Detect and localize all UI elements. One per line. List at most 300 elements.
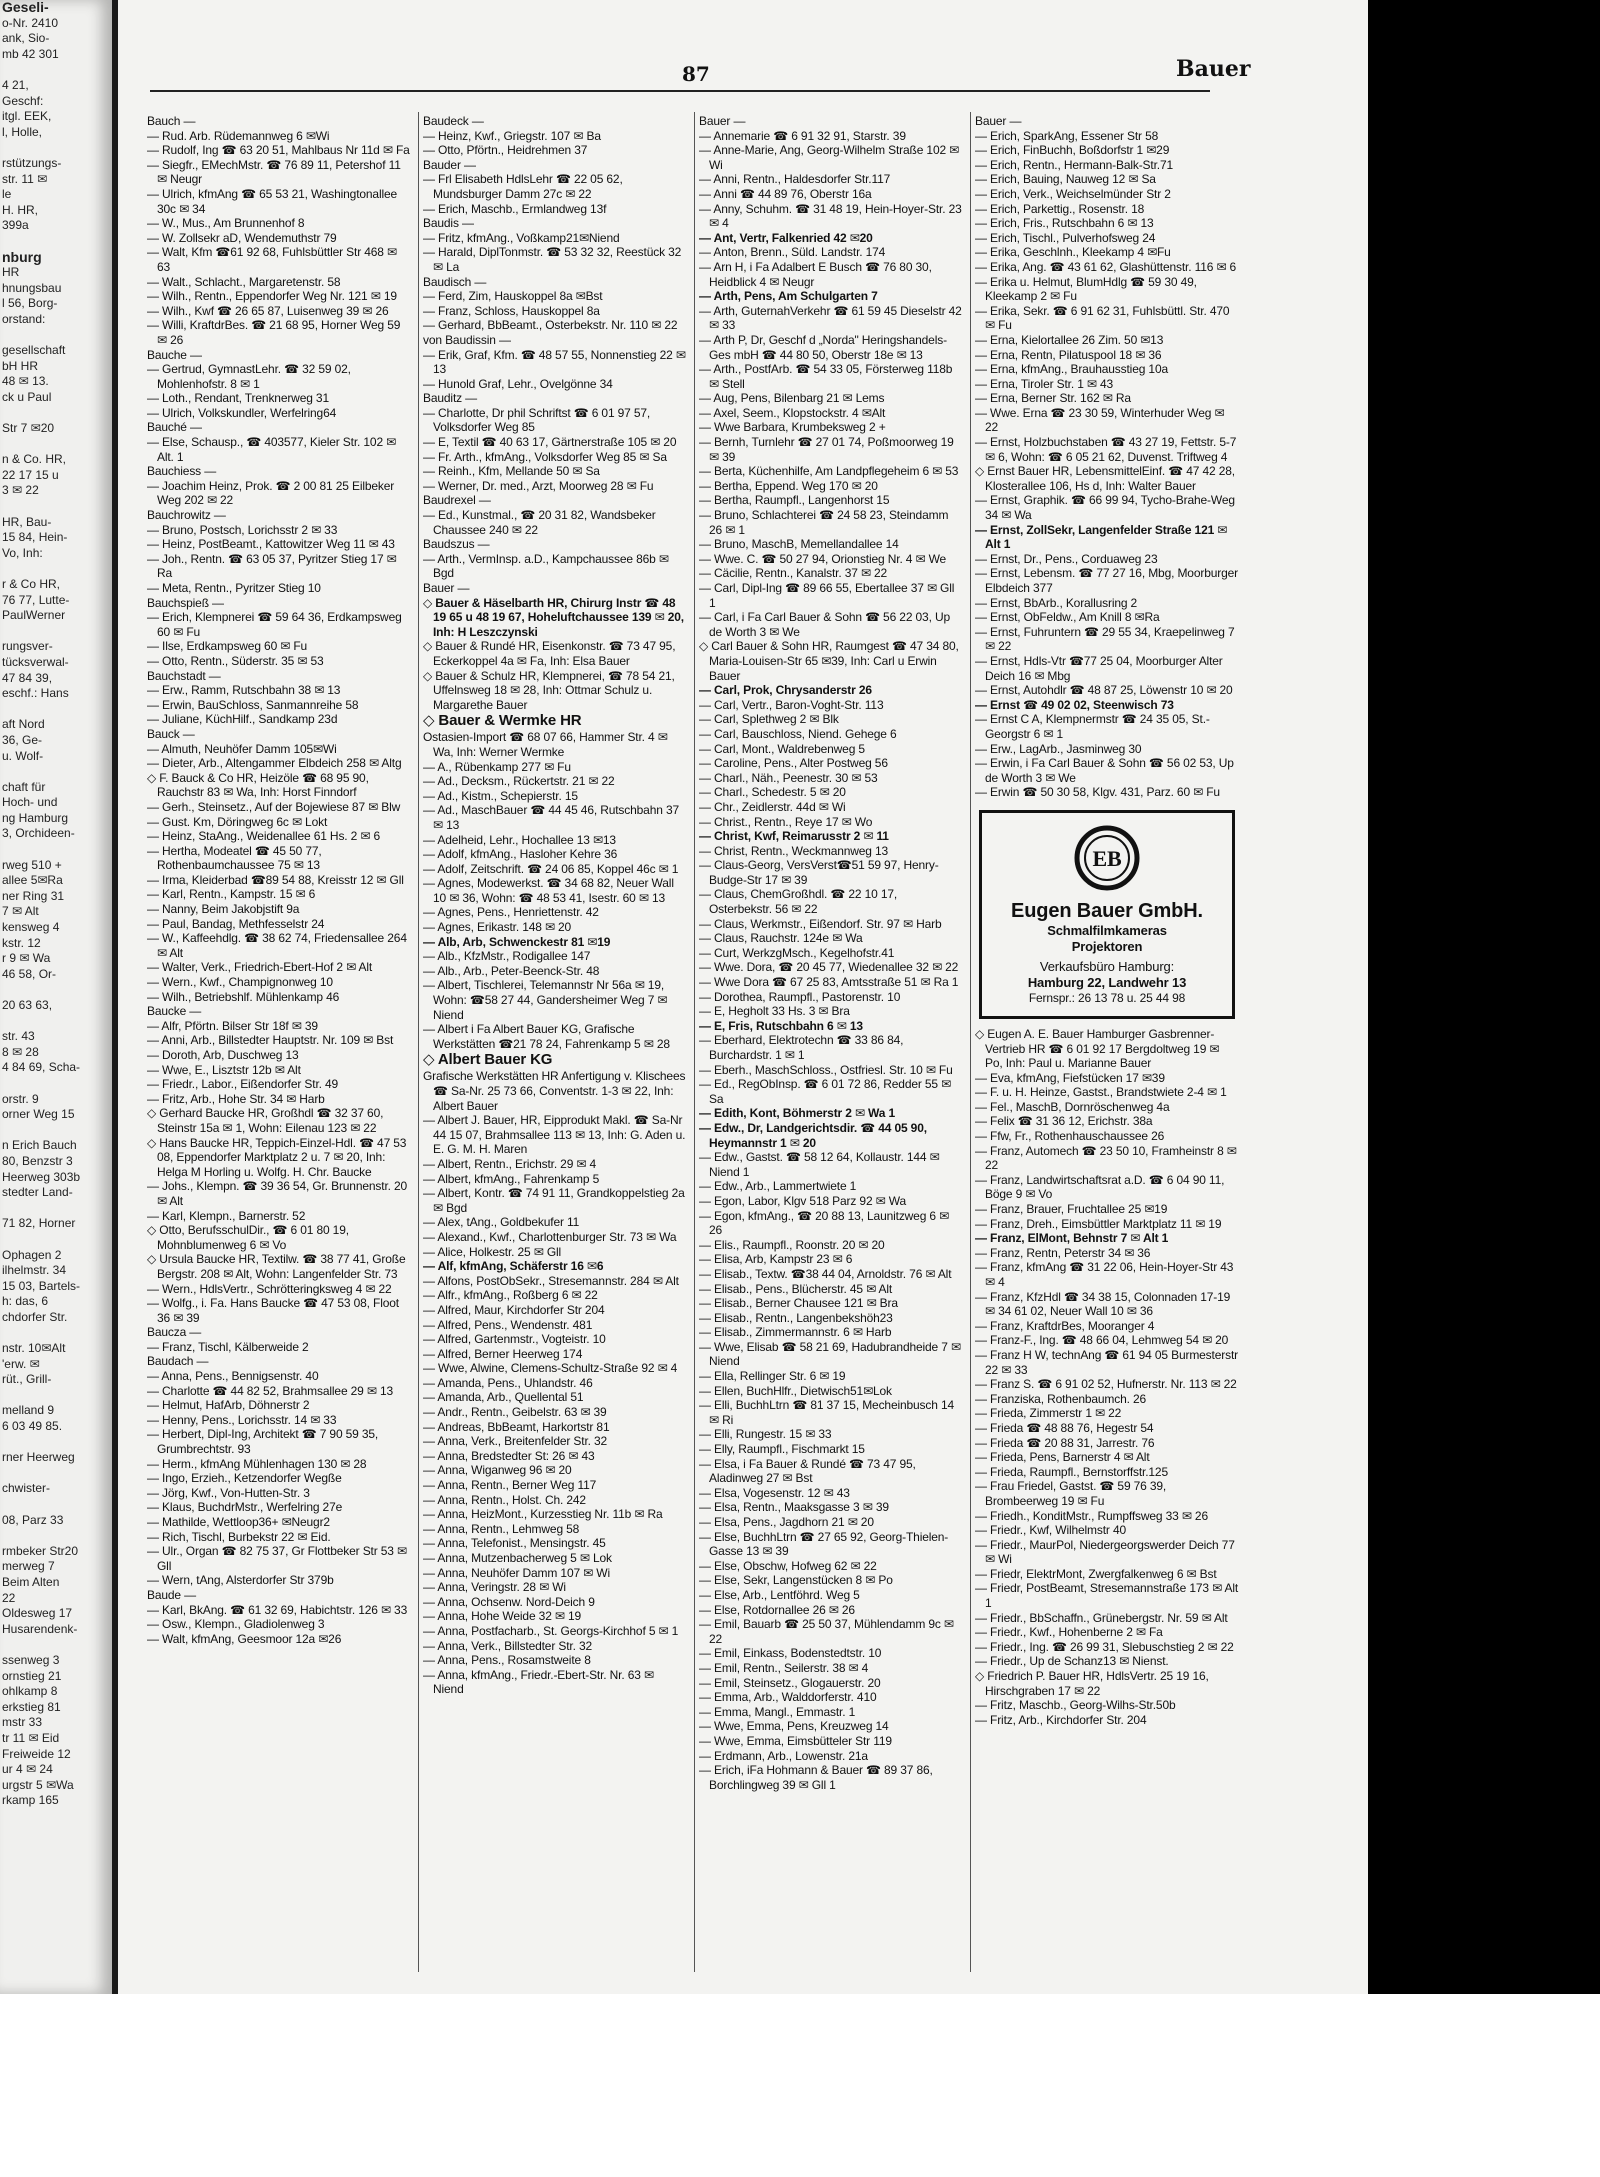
directory-entry: — Frieda, Pens, Barnerstr 4 ✉ Alt: [975, 1450, 1150, 1465]
scan-border: [1368, 0, 1600, 1994]
fragment-line: kensweg 4: [2, 920, 60, 935]
directory-entry: — Carl, Mont., Waldrebenweg 5: [699, 741, 865, 756]
directory-entry: — Dorothea, Raumpfl., Pastorenstr. 10: [699, 989, 901, 1004]
directory-entry: — Franz, Rentn, Peterstr 34 ✉ 36: [975, 1245, 1151, 1260]
fragment-line: ornstieg 21: [2, 1668, 62, 1683]
fragment-line: [0, 1435, 112, 1451]
directory-column-3: [699, 114, 963, 1792]
directory-entry: — Anna, kfmAng., Friedr.-Ebert-Str. Nr. 63 ✉ Niend: [423, 1667, 654, 1697]
directory-entry: — Adolf, Zeitschrift. ☎ 24 06 85, Koppel 46c ✉ 1: [423, 861, 679, 876]
fragment-line: tr 11 ✉ Eid: [2, 1730, 60, 1745]
surname-heading: Baucke —: [147, 1004, 202, 1019]
directory-entry: — Franz, KraftdrBes, Mooranger 4: [975, 1318, 1155, 1333]
directory-entry: — Ad., Decksm., Rückertstr. 21 ✉ 22: [423, 774, 615, 789]
directory-entry: — Elisab., Rentn., Langenbekshöh23: [699, 1310, 893, 1325]
directory-entry: — Amanda, Arb., Quellental 51: [423, 1390, 584, 1405]
directory-entry: — Rud. Arb. Rüdemannweg 6 ✉Wi: [147, 128, 330, 143]
directory-entry: — Wilh., Betriebshlf. Mühlenkamp 46: [147, 989, 340, 1004]
directory-entry: — Friedr, ElektrMont, Zwergfalkenweg 6 ✉ Bst: [975, 1566, 1217, 1581]
directory-entry: — Friedh., KonditMstr., Rumpffsweg 33 ✉ 26: [975, 1508, 1208, 1523]
advertisement-box: [979, 810, 1235, 1019]
directory-entry: — Else, Sekr, Langenstücken 8 ✉ Po: [699, 1573, 893, 1588]
directory-entry: — Cäcilie, Rentn., Kanalstr. 37 ✉ 22: [699, 566, 888, 581]
directory-entry: — Gerhard, BbBeamt., Osterbekstr. Nr. 110 ✉ 22: [423, 318, 678, 333]
directory-entry: — Wwe, Elisab ☎ 58 21 69, Hadubrandheide 7 ✉ Niend: [699, 1339, 961, 1369]
directory-entry: — Bertha, Raumpfl., Langenhorst 15: [699, 493, 890, 508]
directory-entry: — Anna, Verk., Breitenfelder Str. 32: [423, 1434, 608, 1449]
fragment-line: 3, Orchideen-: [2, 826, 75, 841]
surname-heading: Bauer —: [699, 114, 746, 128]
directory-entry: — Anna, Wiganweg 96 ✉ 20: [423, 1463, 572, 1478]
directory-entry: — Fritz, Arb., Kirchdorfer Str. 204: [975, 1712, 1147, 1727]
fragment-line: 36, Ge-: [2, 732, 43, 747]
directory-entry: — Osw., Klempn., Gladiolenweg 3: [147, 1617, 325, 1632]
fragment-line: [0, 405, 112, 421]
directory-entry: — Alf, kfmAng, Schäferstr 16 ✉6: [423, 1259, 604, 1274]
directory-entry: — Carl, Prok, Chrysanderstr 26: [699, 683, 872, 698]
fragment-line: [0, 842, 112, 858]
directory-entry: — Alfr., kfmAng., Roßberg 6 ✉ 22: [423, 1288, 598, 1303]
fragment-line: n Erich Bauch: [2, 1138, 77, 1153]
directory-entry: — Erich, Maschb., Ermlandweg 13f: [423, 201, 607, 216]
fragment-line: 'erw. ✉: [2, 1356, 40, 1371]
directory-entry: — Elisa, Arb, Kampstr 23 ✉ 6: [699, 1252, 853, 1267]
directory-entry: — Anni, Arb., Billstedter Hauptstr. Nr. 109 ✉ Bst: [147, 1033, 394, 1048]
fragment-line: rstützungs-: [2, 155, 62, 170]
fragment-line: mstr 33: [2, 1715, 43, 1730]
directory-entry: — Christ., Rentn., Reye 17 ✉ Wo: [699, 814, 873, 829]
directory-entry: — Juliane, KüchHilf., Sandkamp 23d: [147, 712, 338, 727]
directory-entry: — Claus, ChemGroßhdl. ☎ 22 10 17, Osterbekstr. 56 ✉ 22: [699, 887, 898, 917]
fragment-line: r 9 ✉ Wa: [2, 951, 51, 966]
surname-heading: Baude —: [147, 1587, 196, 1602]
directory-entry: — Erich, Bauing, Nauweg 12 ✉ Sa: [975, 172, 1156, 187]
directory-column-2: [423, 114, 687, 1697]
directory-entry: — Erich, SparkAng, Essener Str 58: [975, 128, 1159, 143]
directory-entry: — Erna, Tiroler Str. 1 ✉ 43: [975, 376, 1114, 391]
surname-heading: Bauchspieß —: [147, 595, 224, 610]
fragment-line: ank, Sio-: [2, 31, 50, 46]
directory-entry: — Elisab., Textw. ☎38 44 04, Arnoldstr. 76 ✉ Alt: [699, 1266, 952, 1281]
fragment-line: stedter Land-: [2, 1185, 73, 1200]
fragment-line: 3 ✉ 22: [2, 483, 39, 498]
directory-entry: — Erik, Graf, Kfm. ☎ 48 57 55, Nonnenstieg 22 ✉ 13: [423, 347, 686, 377]
directory-entry: — Carl, Bauschloss, Niend. Gehege 6: [699, 726, 897, 741]
directory-entry: — Amanda, Pens., Uhlandstr. 46: [423, 1375, 593, 1390]
directory-entry: ◇ Bauer & Schulz HR, Klempnerei, ☎ 78 54 21, Uffelnsweg 18 ✉ 28, Inh: Ottmar Schulz u. Margarethe Bauer: [423, 668, 675, 712]
directory-entry: — Ferd, Zim, Hauskoppel 8a ✉Bst: [423, 289, 603, 304]
fragment-line: [0, 561, 112, 577]
directory-entry: — Gust. Km, Döringweg 6c ✉ Lokt: [147, 814, 328, 829]
directory-entry: — Franz, Dreh., Eimsbüttler Marktplatz 11 ✉ 19: [975, 1216, 1222, 1231]
fragment-line: orstand:: [2, 311, 46, 326]
fragment-line: HR: [2, 265, 20, 280]
directory-entry: — Alex, tAng., Goldbekufer 11: [423, 1215, 580, 1230]
fragment-line: Geseli-: [2, 0, 49, 15]
fragment-line: erkstieg 81: [2, 1699, 61, 1714]
directory-entry: — Carl, i Fa Carl Bauer & Sohn ☎ 56 22 03, Up de Worth 3 ✉ We: [699, 610, 950, 639]
directory-entry: — Friedr., MaurPol, Niedergeorgswerder Deich 77 ✉ Wi: [975, 1537, 1235, 1567]
fragment-line: o-Nr. 2410: [2, 15, 59, 30]
directory-entry: — Frieda, Raumpfl., Bernstorffstr.125: [975, 1464, 1168, 1479]
directory-entry: — Herbert, Dipl-Ing, Architekt ☎ 7 90 59 35, Grumbrechtstr. 93: [147, 1427, 379, 1457]
fragment-line: 15 03, Bartels-: [2, 1278, 81, 1293]
directory-entry: — Wwe. C. ☎ 50 27 94, Orionstieg Nr. 4 ✉ We: [699, 551, 947, 566]
directory-entry: — Harald, DiplTonmstr. ☎ 53 32 32, Reestück 32 ✉ La: [423, 245, 682, 274]
ad-line-2: Projektoren: [1071, 938, 1143, 954]
fragment-line: l, Holle,: [2, 124, 43, 139]
directory-entry: — Else, BuchhLtrn ☎ 27 65 92, Georg-Thielen-Gasse 13 ✉ 39: [699, 1529, 949, 1559]
directory-entry: — Arn H, i Fa Adalbert E Busch ☎ 76 80 30, Heidblick 4 ✉ Neugr: [699, 259, 932, 289]
directory-entry: — Alfr, Pförtn. Bilser Str 18f ✉ 39: [147, 1018, 318, 1033]
directory-entry: — Edw., Gastst. ☎ 58 12 64, Kollaustr. 144 ✉ Niend 1: [699, 1150, 940, 1179]
fragment-line: chdorfer Str.: [2, 1309, 68, 1324]
directory-entry: — Fritz, kfmAng., Voßkamp21✉Niend: [423, 230, 620, 245]
directory-entry: — Irma, Kleiderbad ☎89 54 88, Kreisstr 12 ✉ Gll: [147, 872, 404, 887]
directory-entry: — Claus-Georg, VersVerst☎51 59 97, Henry-Budge-Str 17 ✉ 39: [699, 858, 939, 887]
fragment-line: [0, 1076, 112, 1092]
directory-entry: — Ernst, Graphik. ☎ 66 99 94, Tycho-Brahe-Weg 34 ✉ Wa: [975, 493, 1235, 523]
directory-entry: — Arth P, Dr, Geschf d „Norda" Heringshandels-Ges mbH ☎ 44 80 50, Oberstr 18e ✉ 13: [699, 332, 947, 362]
directory-entry: — Elsa, i Fa Bauer & Rundé ☎ 73 47 95, Aladinweg 27 ✉ Bst: [699, 1456, 916, 1486]
directory-entry: — Frau Friedel, Gastst. ☎ 59 76 39, Brombeerweg 19 ✉ Fu: [975, 1479, 1167, 1508]
surname-heading: Baudeck —: [423, 114, 484, 128]
directory-entry: — Bertha, Eppend. Weg 170 ✉ 20: [699, 478, 878, 493]
fragment-line: 4 84 69, Scha-: [2, 1060, 81, 1075]
directory-entry: — Alexand., Kwf., Charlottenburger Str. 73 ✉ Wa: [423, 1229, 677, 1244]
directory-entry: — Claus, Rauchstr. 124e ✉ Wa: [699, 931, 863, 946]
directory-entry: — Nanny, Beim Jakobjstift 9a: [147, 902, 300, 917]
fragment-line: H. HR,: [2, 202, 38, 217]
directory-entry: — Heinz, PostBeamt., Kattowitzer Weg 11 ✉ 43: [147, 537, 395, 552]
directory-entry: — F. u. H. Heinze, Gastst., Brandstwiete 2-4 ✉ 1: [975, 1085, 1227, 1100]
directory-entry: — Ingo, Erzieh., Ketzendorfer Wegße: [147, 1471, 342, 1486]
directory-entry: — Adolf, kfmAng., Hasloher Kehre 36: [423, 847, 618, 862]
fragment-line: 6 03 49 85.: [2, 1419, 63, 1434]
directory-entry: — Anna, Verk., Billstedter Str. 32: [423, 1638, 592, 1653]
directory-entry: — Erna, kfmAng., Brauhausstieg 10a: [975, 362, 1169, 377]
directory-entry: — Fel., MaschB, Dornröschenweg 4a: [975, 1099, 1170, 1114]
directory-entry: ◇ Eugen A. E. Bauer Hamburger Gasbrenner-Vertrieb HR ☎ 6 01 92 17 Bergdoltweg 19 ✉ Po, Inh: Paul u. Marianne Bauer: [975, 1026, 1220, 1071]
directory-entry: Ostasien-Import ☎ 68 07 66, Hammer Str. 4 ✉ Wa, Inh: Werner Wermke: [423, 730, 668, 759]
column-divider: [970, 112, 971, 1972]
page-number: 87: [682, 62, 710, 86]
fragment-line: ur 4 ✉ 24: [2, 1762, 53, 1777]
surname-heading: Baudszus —: [423, 537, 490, 552]
fragment-line: [0, 1388, 112, 1404]
fragment-line: 80, Benzstr 3: [2, 1153, 73, 1168]
directory-entry: — Franz, KfzHdl ☎ 34 38 15, Colonnaden 17-19 ✉ 34 61 02, Neuer Wall 10 ✉ 36: [975, 1289, 1231, 1319]
directory-entry: — Carl, Splethweg 2 ✉ Blk: [699, 712, 839, 727]
running-head: Bauer: [1176, 56, 1251, 82]
directory-column-4: [975, 114, 1239, 1727]
directory-entry: — Anna, Veringstr. 28 ✉ Wi: [423, 1580, 566, 1595]
directory-entry: ◇ Carl Bauer & Sohn HR, Raumgest ☎ 47 34 80, Maria-Louisen-Str 65 ✉39, Inh: Carl u Erwin Bauer: [699, 639, 959, 683]
fragment-line: [0, 140, 112, 156]
directory-entry: — Otto, Pförtn., Heidrehmen 37: [423, 143, 588, 158]
directory-entry: — Ernst, ZollSekr, Langenfelder Straße 121 ✉ Alt 1: [975, 522, 1228, 552]
directory-entry: — Anna, Bredstedter St: 26 ✉ 43: [423, 1448, 595, 1463]
directory-entry: — Erika u. Helmut, BlumHdlg ☎ 59 30 49, Kleekamp 2 ✉ Fu: [975, 274, 1197, 304]
directory-entry: — Ad., Kistm., Schepierstr. 15: [423, 788, 578, 803]
directory-entry: — Agnes, Pens., Henriettenstr. 42: [423, 905, 599, 920]
surname-heading: von Baudissin —: [423, 332, 511, 347]
directory-entry: — Fr. Arth., kfmAng., Volksdorfer Weg 85 ✉ Sa: [423, 449, 667, 464]
directory-entry: — Edw., Arb., Lammertwiete 1: [699, 1179, 857, 1194]
fragment-line: 22: [2, 1590, 16, 1605]
directory-entry: — Erich, Rentn., Hermann-Balk-Str.71: [975, 157, 1174, 172]
directory-entry: — Erna, Rentn, Pilatuspool 18 ✉ 36: [975, 347, 1162, 362]
directory-entry: — Anna, Hohe Weide 32 ✉ 19: [423, 1609, 582, 1624]
directory-entry: — Fritz, Arb., Hohe Str. 34 ✉ Harb: [147, 1091, 325, 1106]
surname-heading: Bauchstadt —: [147, 668, 221, 683]
fragment-line: str. 43: [2, 1029, 35, 1044]
directory-entry: — Alb, Arb, Schwenckestr 81 ✉19: [423, 934, 611, 949]
directory-entry: — Erw., Ramm, Rutschbahn 38 ✉ 13: [147, 683, 341, 698]
fragment-line: [0, 764, 112, 780]
directory-entry: — Erich, FinBuchh, Boßdorfstr 1 ✉29: [975, 143, 1170, 158]
directory-entry: — Ed., RegObInsp. ☎ 6 01 72 86, Redder 55 ✉ Sa: [699, 1077, 952, 1106]
directory-entry: — Anna, Neuhöfer Damm 107 ✉ Wi: [423, 1565, 610, 1580]
fragment-line: rmbeker Str20: [2, 1543, 79, 1558]
fragment-line: 20 63 63,: [2, 998, 53, 1012]
directory-entry: — Meta, Rentn., Pyritzer Stieg 10: [147, 581, 321, 595]
directory-entry: — Emil, Steinsetz., Glogauerstr. 20: [699, 1675, 881, 1690]
directory-entry: — Else, Rotdornallee 26 ✉ 26: [699, 1602, 855, 1617]
directory-entry: — Franz-F., Ing. ☎ 48 66 04, Lehmweg 54 ✉ 20: [975, 1333, 1229, 1348]
directory-entry: — Andreas, BbBeamt, Harkortstr 81: [423, 1419, 610, 1434]
fragment-line: [0, 327, 112, 343]
directory-entry: — Chr., Zeidlerstr. 44d ✉ Wi: [699, 799, 846, 814]
fragment-line: Ophagen 2: [2, 1247, 62, 1262]
surname-heading: Bauck —: [147, 726, 195, 741]
directory-entry: — Franz, Tischl, Kälberweide 2: [147, 1339, 309, 1354]
directory-entry: — Ernst, ObFeldw., Am Knill 8 ✉Ra: [975, 610, 1160, 625]
directory-entry: — Arth, Pens, Am Schulgarten 7: [699, 289, 878, 304]
directory-entry: — Eberhard, Elektrotechn ☎ 33 86 84, Burchardstr. 1 ✉ 1: [699, 1033, 904, 1062]
directory-entry: — Axel, Seem., Klopstockstr. 4 ✉Alt: [699, 405, 886, 420]
directory-entry: — Ffw, Fr., Rothenhauschaussee 26: [975, 1129, 1165, 1144]
directory-entry: — Wern., HdlsVertr., Schrötteringksweg 4 ✉ 22: [147, 1281, 392, 1296]
directory-entry: — Alice, Holkestr. 25 ✉ Gll: [423, 1244, 562, 1259]
directory-entry: — Ulr., Organ ☎ 82 75 37, Gr Flottbeker Str 53 ✉ Gll: [147, 1544, 407, 1573]
directory-entry: — Willi, KraftdrBes. ☎ 21 68 95, Horner Weg 59 ✉ 26: [147, 318, 401, 347]
directory-entry: — Else, Obschw, Hofweg 62 ✉ 22: [699, 1558, 877, 1573]
directory-entry: — Ulrich, Volkskundler, Werfelring64: [147, 405, 337, 420]
ad-office: Verkaufsbüro Hamburg:: [1039, 958, 1175, 974]
fragment-line: Vo, Inh:: [2, 545, 43, 560]
directory-entry: — Alfons, PostObSekr., Stresemannstr. 284 ✉ Alt: [423, 1273, 679, 1288]
directory-entry: — Erika, Ang. ☎ 43 61 62, Glashüttenstr. 116 ✉ 6: [975, 259, 1237, 274]
fragment-line: 8 ✉ 28: [2, 1044, 39, 1059]
directory-entry: — Erna, Kielortallee 26 Zim. 50 ✉13: [975, 332, 1164, 347]
directory-entry: — Arth., PostfArb. ☎ 54 33 05, Försterweg 118b ✉ Stell: [699, 362, 953, 391]
directory-entry: — Claus, Werkmstr., Eißendorf. Str. 97 ✉ Harb: [699, 916, 942, 931]
directory-entry: — Elli, Rungestr. 15 ✉ 33: [699, 1427, 832, 1442]
fragment-line: rweg 510 +: [2, 857, 62, 872]
directory-entry: — Hunold Graf, Lehr., Ovelgönne 34: [423, 376, 613, 391]
fragment-line: itgl. EEK,: [2, 109, 52, 124]
fragment-line: 08, Parz 33: [2, 1512, 64, 1527]
directory-entry: — Jörg, Kwf., Von-Hutten-Str. 3: [147, 1485, 310, 1500]
fragment-line: ohlkamp 8: [2, 1684, 58, 1699]
directory-entry: — Ernst, Lebensm. ☎ 77 27 16, Mbg, Moorburger Elbdeich 377: [975, 566, 1238, 595]
directory-entry: — Anna, Pens., Bennigsenstr. 40: [147, 1369, 319, 1384]
directory-entry: — Erdmann, Arb., Lowenstr. 21a: [699, 1748, 868, 1763]
surname-heading: Baudisch —: [423, 274, 487, 289]
surname-heading: Bauchrowitz —: [147, 508, 226, 523]
directory-entry: — Erich, iFa Hohmann & Bauer ☎ 89 37 86, Borchlingweg 39 ✉ Gll 1: [699, 1763, 933, 1792]
directory-entry: — Franz, Automech ☎ 23 50 10, Framheinstr 8 ✉ 22: [975, 1143, 1237, 1173]
directory-entry: — Rudolf, Ing ☎ 63 20 51, Mahlbaus Nr 11d ✉ Fa: [147, 143, 410, 158]
directory-entry: — Ulrich, kfmAng ☎ 65 53 21, Washingtonallee 30c ✉ 34: [147, 186, 398, 216]
directory-entry: — Ernst, Fuhruntern ☎ 29 55 34, Kraepelinweg 7 ✉ 22: [975, 624, 1235, 654]
fragment-line: [0, 1232, 112, 1248]
fragment-line: 46 58, Or-: [2, 966, 57, 981]
directory-entry: — Charlotte ☎ 44 82 52, Brahmsallee 29 ✉ 13: [147, 1383, 394, 1398]
directory-entry: — E, Textil ☎ 40 63 17, Gärtnerstraße 105 ✉ 20: [423, 435, 677, 450]
svg-text:EB: EB: [1092, 845, 1122, 871]
directory-entry: — Erwin, i Fa Carl Bauer & Sohn ☎ 56 02 53, Up de Worth 3 ✉ We: [975, 756, 1234, 785]
fragment-line: Heerweg 303b: [2, 1169, 81, 1184]
directory-entry: — Erich, Tischl., Pulverhofsweg 24: [975, 230, 1156, 245]
directory-entry: — Albert i Fa Albert Bauer KG, Grafische Werkstätten ☎21 78 24, Fahrenkamp 5 ✉ 28: [423, 1022, 670, 1051]
fragment-line: merweg 7: [2, 1559, 55, 1574]
directory-entry: — Alfred, Gartenmstr., Vogteistr. 10: [423, 1332, 606, 1347]
fragment-line: ner Ring 31: [2, 888, 65, 903]
fragment-line: [0, 624, 112, 640]
directory-entry: — Karl, Klempn., Barnerstr. 52: [147, 1208, 306, 1223]
fragment-line: eschf.: Hans: [2, 686, 69, 701]
directory-entry: — Ernst, Holzbuchstaben ☎ 43 27 19, Fettstr. 5-7 ✉ 6, Wohn: ☎ 6 05 21 62, Duvenst. Triftweg 4: [975, 435, 1237, 464]
directory-entry: — Annemarie ☎ 6 91 32 91, Starstr. 39: [699, 128, 906, 143]
directory-entry: — Alfred, Pens., Wendenstr. 481: [423, 1317, 593, 1332]
directory-entry: — Siegfr., EMechMstr. ☎ 76 89 11, Petershof 11 ✉ Neugr: [147, 157, 401, 187]
directory-entry: — Edith, Kont, Böhmerstr 2 ✉ Wa 1: [699, 1106, 896, 1121]
fragment-line: PaulWerner: [2, 608, 66, 623]
fragment-line: 47 84 39,: [2, 670, 53, 685]
fragment-line: kstr. 12: [2, 935, 41, 950]
eugen-bauer-logo-icon: [1074, 825, 1140, 891]
directory-entry: — Andr., Rentn., Geibelstr. 63 ✉ 39: [423, 1405, 607, 1420]
directory-entry: ◇ Ursula Baucke HR, Textilw. ☎ 38 77 41, Große Bergstr. 208 ✉ Alt, Wohn: Langenfelder Str. 73: [147, 1252, 406, 1281]
directory-entry: — Christ, Rentn., Weckmannweg 13: [699, 843, 889, 858]
fragment-line: 15 84, Hein-: [2, 530, 68, 545]
directory-entry: — Elsa, Rentn., Maaksgasse 3 ✉ 39: [699, 1500, 889, 1515]
directory-entry: — Friedr., Ing. ☎ 26 99 31, Slebuschstieg 2 ✉ 22: [975, 1639, 1234, 1654]
directory-entry: — E, Fris, Rutschbahn 6 ✉ 13: [699, 1018, 863, 1033]
header-rule: [150, 90, 1210, 92]
fragment-line: nstr. 10✉Alt: [2, 1341, 66, 1356]
fragment-line: [0, 1201, 112, 1217]
fragment-line: l 56, Borg-: [2, 296, 58, 311]
directory-entry: — Ellen, BuchHlfr., Dietwisch51✉Lok: [699, 1383, 892, 1398]
directory-entry: — Elisab., Pens., Blücherstr. 45 ✉ Alt: [699, 1281, 893, 1296]
directory-entry: — Walt., Schlacht., Margaretenstr. 58: [147, 274, 341, 289]
fragment-line: Hoch- und: [2, 795, 58, 810]
directory-entry: ◇ Albert Bauer KG: [423, 1051, 553, 1069]
fragment-line: 4 21,: [2, 77, 29, 92]
fragment-line: [0, 1497, 112, 1513]
directory-entry: — Else, Arb., Lentföhrd. Weg 5: [699, 1587, 860, 1602]
directory-entry: — Frl Elisabeth HdlsLehr ☎ 22 05 62, Mundsburger Damm 27c ✉ 22: [423, 172, 623, 201]
fragment-line: r & Co HR,: [2, 576, 61, 591]
directory-entry: — Fritz, Maschb., Georg-Wilhs-Str.50b: [975, 1698, 1176, 1713]
directory-entry: — Erich, Klempnerei ☎ 59 64 36, Erdkampsweg 60 ✉ Fu: [147, 610, 402, 639]
directory-entry: ◇ Otto, BerufsschulDir., ☎ 6 01 80 19, Mohnblumenweg 6 ✉ Vo: [147, 1223, 349, 1252]
fragment-line: orstr. 9: [2, 1091, 39, 1106]
fragment-line: [0, 1528, 112, 1544]
ad-phone: Fernspr.: 26 13 78 u. 25 44 98: [1028, 990, 1186, 1005]
directory-entry: — Joachim Heinz, Prok. ☎ 2 00 81 25 Eilbeker Weg 202 ✉ 22: [147, 478, 395, 508]
directory-entry: — Emil, Bauarb ☎ 25 50 37, Mühlendamm 9c ✉ 22: [699, 1617, 954, 1646]
fragment-line: 76 77, Lutte-: [2, 592, 70, 607]
fragment-line: ilhelmstr. 34: [2, 1263, 67, 1278]
column-divider: [418, 112, 419, 1972]
directory-entry: — Ella, Rellinger Str. 6 ✉ 19: [699, 1369, 846, 1384]
ad-company: Eugen Bauer GmbH.: [1011, 899, 1203, 922]
directory-entry: — Albert, Kontr. ☎ 74 91 11, Grandkoppelstieg 2a ✉ Bgd: [423, 1186, 685, 1215]
directory-entry: — Elsa, Vogesenstr. 12 ✉ 43: [699, 1485, 850, 1500]
directory-entry: — Anna, Ochsenw. Nord-Deich 9: [423, 1594, 595, 1609]
directory-entry: — Emil, Einkass, Bodenstedtstr. 10: [699, 1646, 882, 1661]
directory-entry: — Franz, Brauer, Fruchtallee 25 ✉19: [975, 1202, 1168, 1217]
directory-entry: — Carl, Dipl-Ing ☎ 89 66 55, Ebertallee 37 ✉ Gll 1: [699, 581, 955, 610]
fragment-line: [0, 702, 112, 718]
directory-entry: — Franz, ElMont, Behnstr 7 ✉ Alt 1: [975, 1231, 1169, 1246]
directory-entry: — Ernst ☎ 49 02 02, Steenwisch 73: [975, 697, 1174, 712]
fragment-line: [0, 437, 112, 453]
directory-entry: — Anna, Rentn., Holst. Ch. 242: [423, 1492, 586, 1507]
surname-heading: Bauer —: [423, 581, 470, 595]
directory-entry: — Anna, Rentn., Berner Weg 117: [423, 1478, 597, 1493]
directory-entry: ◇ Bauer & Rundé HR, Eisenkonstr. ☎ 73 47 95, Eckerkoppel 4a ✉ Fa, Inh: Elsa Bauer: [423, 639, 676, 668]
fragment-line: 71 82, Horner: [2, 1216, 76, 1231]
directory-entry: — Egon, Labor, Klgv 518 Parz 92 ✉ Wa: [699, 1193, 906, 1208]
fragment-line: Husarendenk-: [2, 1621, 78, 1636]
directory-entry: — Friedr., BbSchaffn., Grünebergstr. Nr. 59 ✉ Alt: [975, 1610, 1228, 1625]
fragment-line: allee 5✉Ra: [2, 873, 63, 888]
fragment-line: [0, 62, 112, 78]
directory-entry: — Bruno, Schlachterei ☎ 24 58 23, Steindamm 26 ✉ 1: [699, 508, 949, 537]
directory-entry: — Anna, HeizMont., Kurzesstieg Nr. 11b ✉ Ra: [423, 1507, 663, 1522]
fragment-line: [0, 234, 112, 250]
fragment-line: chwister-: [2, 1481, 51, 1496]
directory-entry: — Alb., KfzMstr., Rodigallee 147: [423, 949, 591, 964]
surname-heading: Baudis —: [423, 216, 474, 231]
directory-entry: — Albert, Rentn., Erichstr. 29 ✉ 4: [423, 1156, 597, 1171]
directory-entry: — Berta, Küchenhilfe, Am Landpflegeheim 6 ✉ 53: [699, 464, 959, 479]
directory-entry: — Charl., Näh., Peenestr. 30 ✉ 53: [699, 770, 878, 785]
fragment-line: [0, 1325, 112, 1341]
fragment-line: 48 ✉ 13.: [2, 374, 49, 389]
directory-entry: — Heinz, Kwf., Griegstr. 107 ✉ Ba: [423, 128, 601, 143]
directory-entry: — Ernst, BbArb., Korallusring 2: [975, 595, 1138, 610]
directory-entry: — Elli, BuchhLtrn ☎ 81 37 15, Mecheinbusch 14 ✉ Ri: [699, 1398, 955, 1427]
surname-heading: Bauer —: [975, 114, 1022, 128]
directory-entry: — Agnes, Modewerkst. ☎ 34 68 82, Neuer Wall 10 ✉ 36, Wohn: ☎ 48 53 41, Isestr. 60 ✉ 13: [423, 876, 674, 905]
fragment-line: rungsver-: [2, 639, 53, 654]
directory-entry: — Erika, Geschlnh., Kleekamp 4 ✉Fu: [975, 245, 1171, 260]
fragment-line: ssenweg 3: [2, 1652, 60, 1667]
directory-entry: — Agnes, Erikastr. 148 ✉ 20: [423, 920, 572, 935]
directory-entry: — Dieter, Arb., Altengammer Elbdeich 258 ✉ Altg: [147, 756, 402, 771]
directory-entry: — Franz, Schloss, Hauskoppel 8a: [423, 303, 600, 318]
directory-entry: — Wwe. Erna ☎ 23 30 59, Winterhuder Weg ✉ 22: [975, 405, 1225, 435]
directory-entry: ◇ F. Bauck & Co HR, Heizöle ☎ 68 95 90, Rauchstr 83 ✉ Wa, Inh: Horst Finndorf: [147, 770, 369, 800]
directory-entry: — Hertha, Modeatel ☎ 45 50 77, Rothenbaumchaussee 75 ✉ 13: [147, 843, 322, 873]
fragment-line: bH HR: [2, 358, 39, 373]
